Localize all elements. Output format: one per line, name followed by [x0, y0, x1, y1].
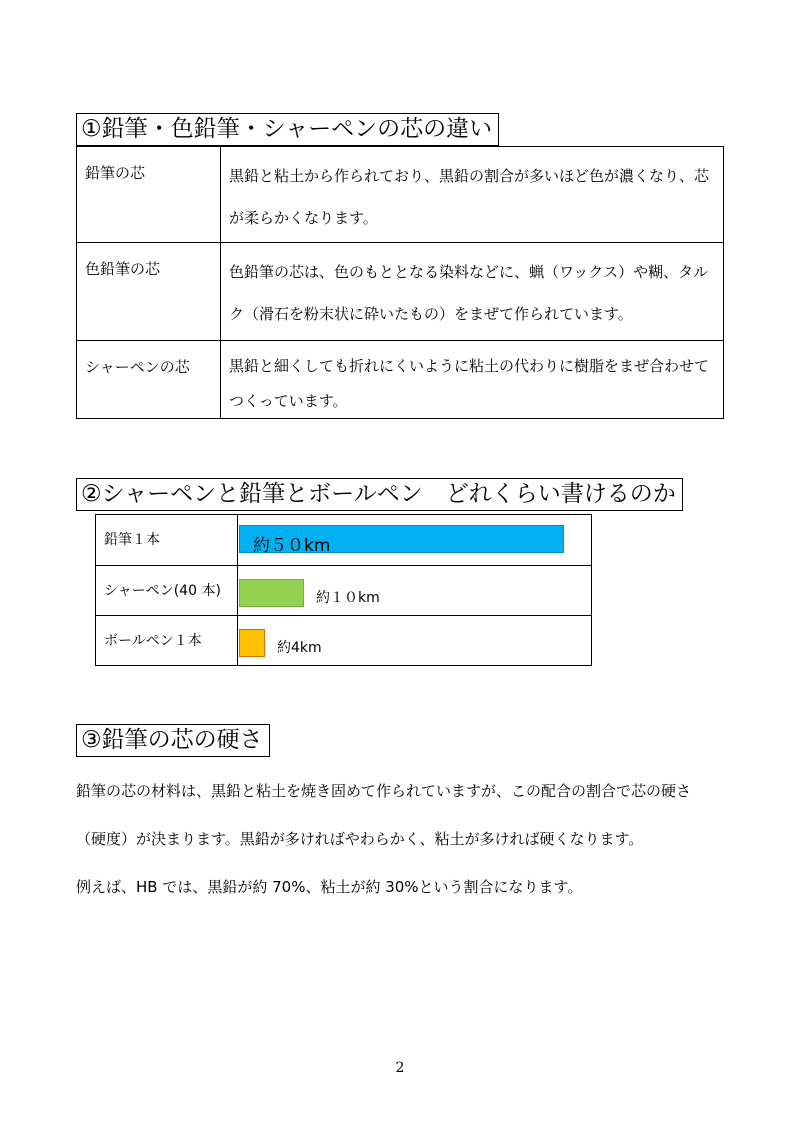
row-text-cell: 黒鉛と粘土から作られており、黒鉛の割合が多いほど色が濃くなり、芯が柔らかくなります。 [221, 147, 724, 243]
table-row [77, 341, 724, 419]
bar [239, 579, 304, 607]
category-label: ボールペン１本 [104, 633, 202, 649]
row-label-cell [77, 243, 221, 341]
table-row [77, 147, 724, 243]
bar-value-label: 約4km [277, 640, 322, 656]
paragraph: 鉛筆の芯の材料は、黒鉛と粘土を焼き固めて作られていますが、この配合の割合で芯の硬さ [76, 782, 692, 800]
row-text-cell: 黒鉛と細くしても折れにくいように粘土の代わりに樹脂をまぜ合わせてつくっています。 [221, 341, 724, 419]
chart-row [96, 615, 591, 666]
section-1-title: ①鉛筆・色鉛筆・シャーペンの芯の違い [76, 113, 499, 146]
paragraph: 例えば、HB では、黒鉛が約 70%、粘土が約 30%という割合になります。 [76, 878, 583, 896]
category-label: 鉛筆１本 [104, 532, 160, 548]
page-number: 2 [395, 1060, 405, 1076]
bar-value-label: 約１０km [316, 590, 380, 606]
bar-value-label: 約５０km [253, 536, 331, 556]
section-2-title: ②シャーペンと鉛筆とボールペン どれくらい書けるのか [76, 478, 683, 511]
row-label-cell [77, 341, 221, 419]
row-label-cell [77, 147, 221, 243]
row-label: 色鉛筆の芯 [85, 260, 161, 278]
row-text-cell: 色鉛筆の芯は、色のもととなる染料などに、蝋（ワックス）や糊、タルク（滑石を粉末状に砕いたもの）をまぜて作られています。 [221, 243, 724, 341]
row-label: シャーペンの芯 [85, 358, 190, 376]
row-label: 鉛筆の芯 [85, 164, 146, 182]
table-row [77, 243, 724, 341]
paragraph: （硬度）が決まります。黒鉛が多ければやわらかく、粘土が多ければ硬くなります。 [76, 830, 644, 848]
section-3-title: ③鉛筆の芯の硬さ [76, 724, 270, 757]
bar [239, 629, 265, 657]
writing-distance-chart [95, 514, 592, 666]
chart-divider [237, 515, 238, 665]
pencil-lead-comparison-table [76, 146, 724, 419]
category-label: シャーペン(40 本) [104, 583, 221, 599]
